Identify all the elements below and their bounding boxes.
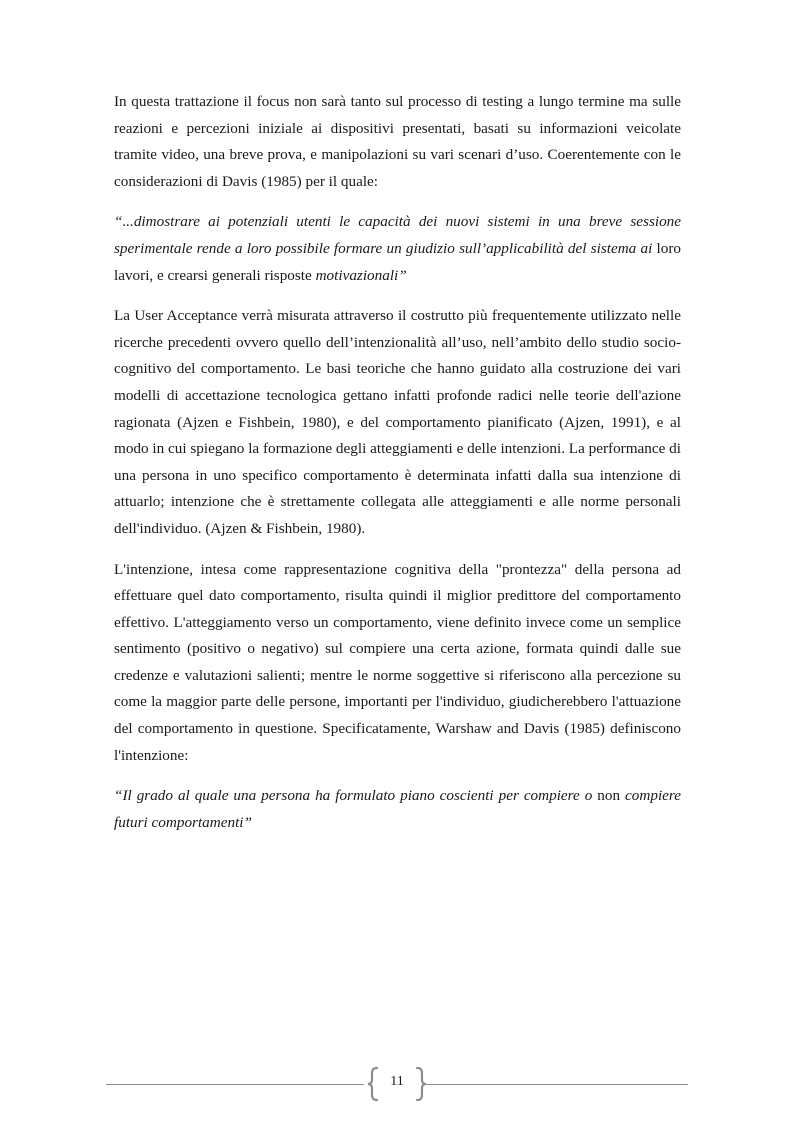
footer-rule-left [106, 1084, 364, 1085]
paragraph-warshaw-quote [114, 783, 681, 836]
intenzione-text: L'intenzione, intesa come rappresentazione cognitiva della "prontezza" della persona ad effettuare quel dato comportamento, risulta quindi il miglior predittore del comportamento effettivo. L'atteggiamento verso un comportamento, viene definito invece come un semplice sentimento (positivo o negativo) sul compiere una certa azione, formata quindi dalle sue credenze e valutazioni salienti; mentre le norme soggettive si riferiscono alla percezione su come la maggior parte delle persone, importanti per l'individuo, giudicherebbero l'attuazione del comportamento in questione. Specificatamente, Warshaw and Davis (1985) definiscono l'intenzione: [114, 560, 681, 764]
page-body [114, 89, 681, 850]
page-footer [106, 1066, 688, 1106]
left-brace-icon [366, 1066, 380, 1102]
paragraph-davis-quote [114, 209, 681, 289]
warshaw-quote-text: “Il grado al quale una persona ha formulato piano coscienti per compiere o [114, 787, 593, 805]
user-acceptance-text: La User Acceptance verrà misurata attraverso il costrutto più frequentemente utilizzato nelle ricerche precedenti ovvero quello dell’intenzionalità all’uso, nell’ambito dello studio socio-cognitivo del comportamento. Le basi teoriche che hanno guidato alla costruzione dei vari modelli di accettazione tecnologica gettano infatti profonde radici nelle teorie dell'azione ragionata (Ajzen e Fishbein, 1980), e del comportamento pianificato (Ajzen, 1991), e al modo in cui spiegano la formazione degli atteggiamenti e delle intenzioni. La performance di una persona in uno specifico comportamento è determinata infatti dalla sua intenzione di attuarlo; intenzione che è strettamente collegata alle atteggiamenti e alle norme personali dell'individuo. (Ajzen & Fishbein, 1980). [114, 307, 681, 537]
footer-rule-right [424, 1084, 688, 1085]
paragraph-intenzione [114, 557, 681, 770]
davis-quote-text: “...dimostrare ai potenziali utenti le capacità dei nuovi sistemi in una breve sessione sperimentale rende a loro possibile formare un giudizio sull’applicabilità del sistema ai [114, 213, 681, 257]
warshaw-quote-plain: non [592, 787, 626, 805]
warshaw-quote-end: compiere futuri comportamenti” [114, 787, 681, 831]
intro-text: In questa trattazione il focus non sarà tanto sul processo di testing a lungo termine ma sulle reazioni e percezioni iniziale ai dispositivi presentati, basati su informazioni veicolate tramite video, una breve prova, e manipolazioni su vari scenari d’uso. Coerentemente con le considerazioni di Davis (1985) per il quale: [114, 93, 681, 190]
paragraph-intro [114, 89, 681, 195]
davis-quote-end: motivazionali” [315, 266, 407, 284]
davis-quote-plain: loro lavori, e crearsi generali risposte [114, 239, 681, 284]
page-number: 11 [390, 1074, 404, 1089]
paragraph-user-acceptance [114, 303, 681, 542]
